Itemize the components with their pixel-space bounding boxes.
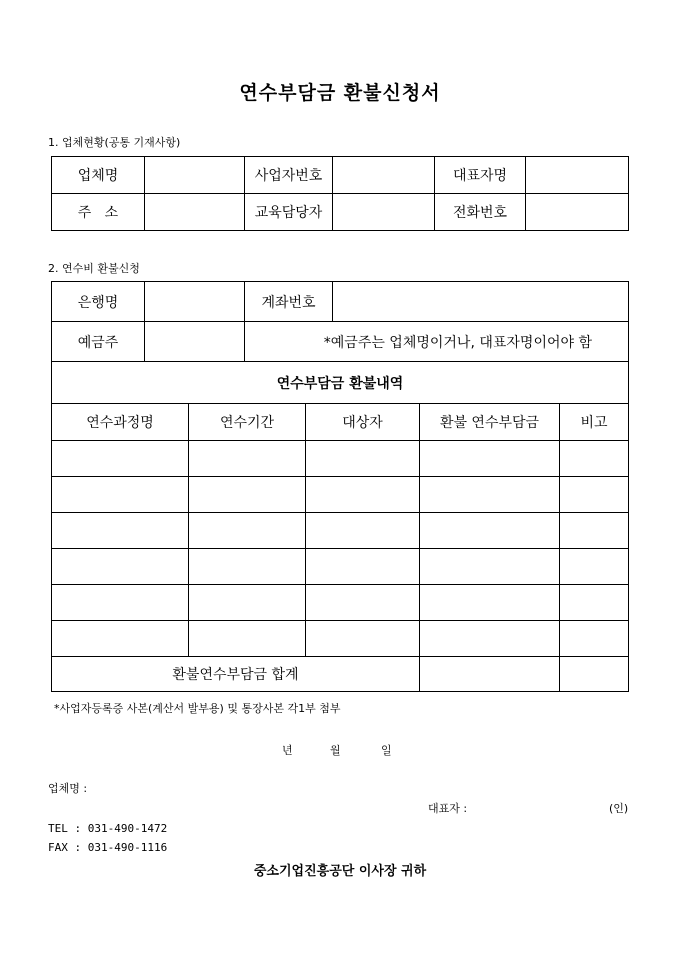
refund-cell[interactable] (420, 621, 560, 657)
phone-label: 전화번호 (435, 194, 526, 231)
remark-cell[interactable] (560, 513, 629, 549)
table-row (52, 441, 629, 477)
target-cell[interactable] (306, 549, 420, 585)
company-name-field[interactable] (145, 157, 245, 194)
col-header-period: 연수기간 (189, 404, 306, 441)
period-cell[interactable] (189, 549, 306, 585)
bank-name-label: 은행명 (52, 282, 145, 322)
remark-cell[interactable] (560, 549, 629, 585)
course-cell[interactable] (52, 477, 189, 513)
total-label: 환불연수부담금 합계 (52, 657, 420, 692)
manager-field[interactable] (333, 194, 435, 231)
ceo-signature-line: 대표자 : (428, 802, 468, 815)
account-label: 계좌번호 (245, 282, 333, 322)
manager-label: 교육담당자 (245, 194, 333, 231)
table-row (52, 621, 629, 657)
remark-cell[interactable] (560, 585, 629, 621)
col-header-target: 대상자 (306, 404, 420, 441)
table-row (52, 477, 629, 513)
target-cell[interactable] (306, 585, 420, 621)
total-remark-field[interactable] (560, 657, 629, 692)
total-refund-field[interactable] (420, 657, 560, 692)
period-cell[interactable] (189, 441, 306, 477)
date-day: 일 (381, 744, 392, 757)
date-year: 년 (282, 744, 293, 757)
company-name-label: 업체명 (52, 157, 145, 194)
remark-cell[interactable] (560, 441, 629, 477)
date-month: 월 (330, 744, 341, 757)
refund-detail-table (51, 403, 629, 692)
target-cell[interactable] (306, 441, 420, 477)
addressee: 중소기업진흥공단 이사장 귀하 (253, 864, 427, 879)
tel-line: TEL : 031-490-1472 (48, 822, 168, 835)
section2-heading: 2. 연수비 환불신청 (48, 262, 140, 275)
form-title: 연수부담금 환불신청서 (239, 82, 441, 104)
target-cell[interactable] (306, 477, 420, 513)
fax-line: FAX : 031-490-1116 (48, 841, 168, 854)
bank-info-table (51, 281, 629, 404)
holder-note: *예금주는 업체명이거나, 대표자명이어야 함 (245, 322, 629, 362)
period-cell[interactable] (189, 621, 306, 657)
course-cell[interactable] (52, 441, 189, 477)
remark-cell[interactable] (560, 621, 629, 657)
table-row (52, 549, 629, 585)
refund-detail-title: 연수부담금 환불내역 (52, 362, 629, 404)
target-cell[interactable] (306, 621, 420, 657)
refund-cell[interactable] (420, 585, 560, 621)
bank-name-field[interactable] (145, 282, 245, 322)
ceo-name-label: 대표자명 (435, 157, 526, 194)
company-info-table (51, 156, 629, 231)
address-label: 주 소 (52, 194, 145, 231)
table-row (52, 513, 629, 549)
col-header-refund: 환불 연수부담금 (420, 404, 560, 441)
refund-cell[interactable] (420, 549, 560, 585)
phone-field[interactable] (526, 194, 629, 231)
ceo-name-field[interactable] (526, 157, 629, 194)
course-cell[interactable] (52, 585, 189, 621)
period-cell[interactable] (189, 477, 306, 513)
company-signature-line: 업체명 : (48, 782, 88, 795)
section1-heading: 1. 업체현황(공통 기재사항) (48, 136, 181, 149)
holder-field[interactable] (145, 322, 245, 362)
target-cell[interactable] (306, 513, 420, 549)
course-cell[interactable] (52, 549, 189, 585)
remark-cell[interactable] (560, 477, 629, 513)
account-field[interactable] (333, 282, 629, 322)
table-row (52, 585, 629, 621)
period-cell[interactable] (189, 513, 306, 549)
refund-cell[interactable] (420, 441, 560, 477)
col-header-remark: 비고 (560, 404, 629, 441)
attachment-note: *사업자등록증 사본(계산서 발부용) 및 통장사본 각1부 첨부 (54, 702, 341, 715)
bizno-field[interactable] (333, 157, 435, 194)
bizno-label: 사업자번호 (245, 157, 333, 194)
col-header-course: 연수과정명 (52, 404, 189, 441)
course-cell[interactable] (52, 513, 189, 549)
refund-cell[interactable] (420, 513, 560, 549)
address-field[interactable] (145, 194, 245, 231)
refund-cell[interactable] (420, 477, 560, 513)
holder-label: 예금주 (52, 322, 145, 362)
seal-mark: (인) (609, 802, 629, 815)
period-cell[interactable] (189, 585, 306, 621)
course-cell[interactable] (52, 621, 189, 657)
